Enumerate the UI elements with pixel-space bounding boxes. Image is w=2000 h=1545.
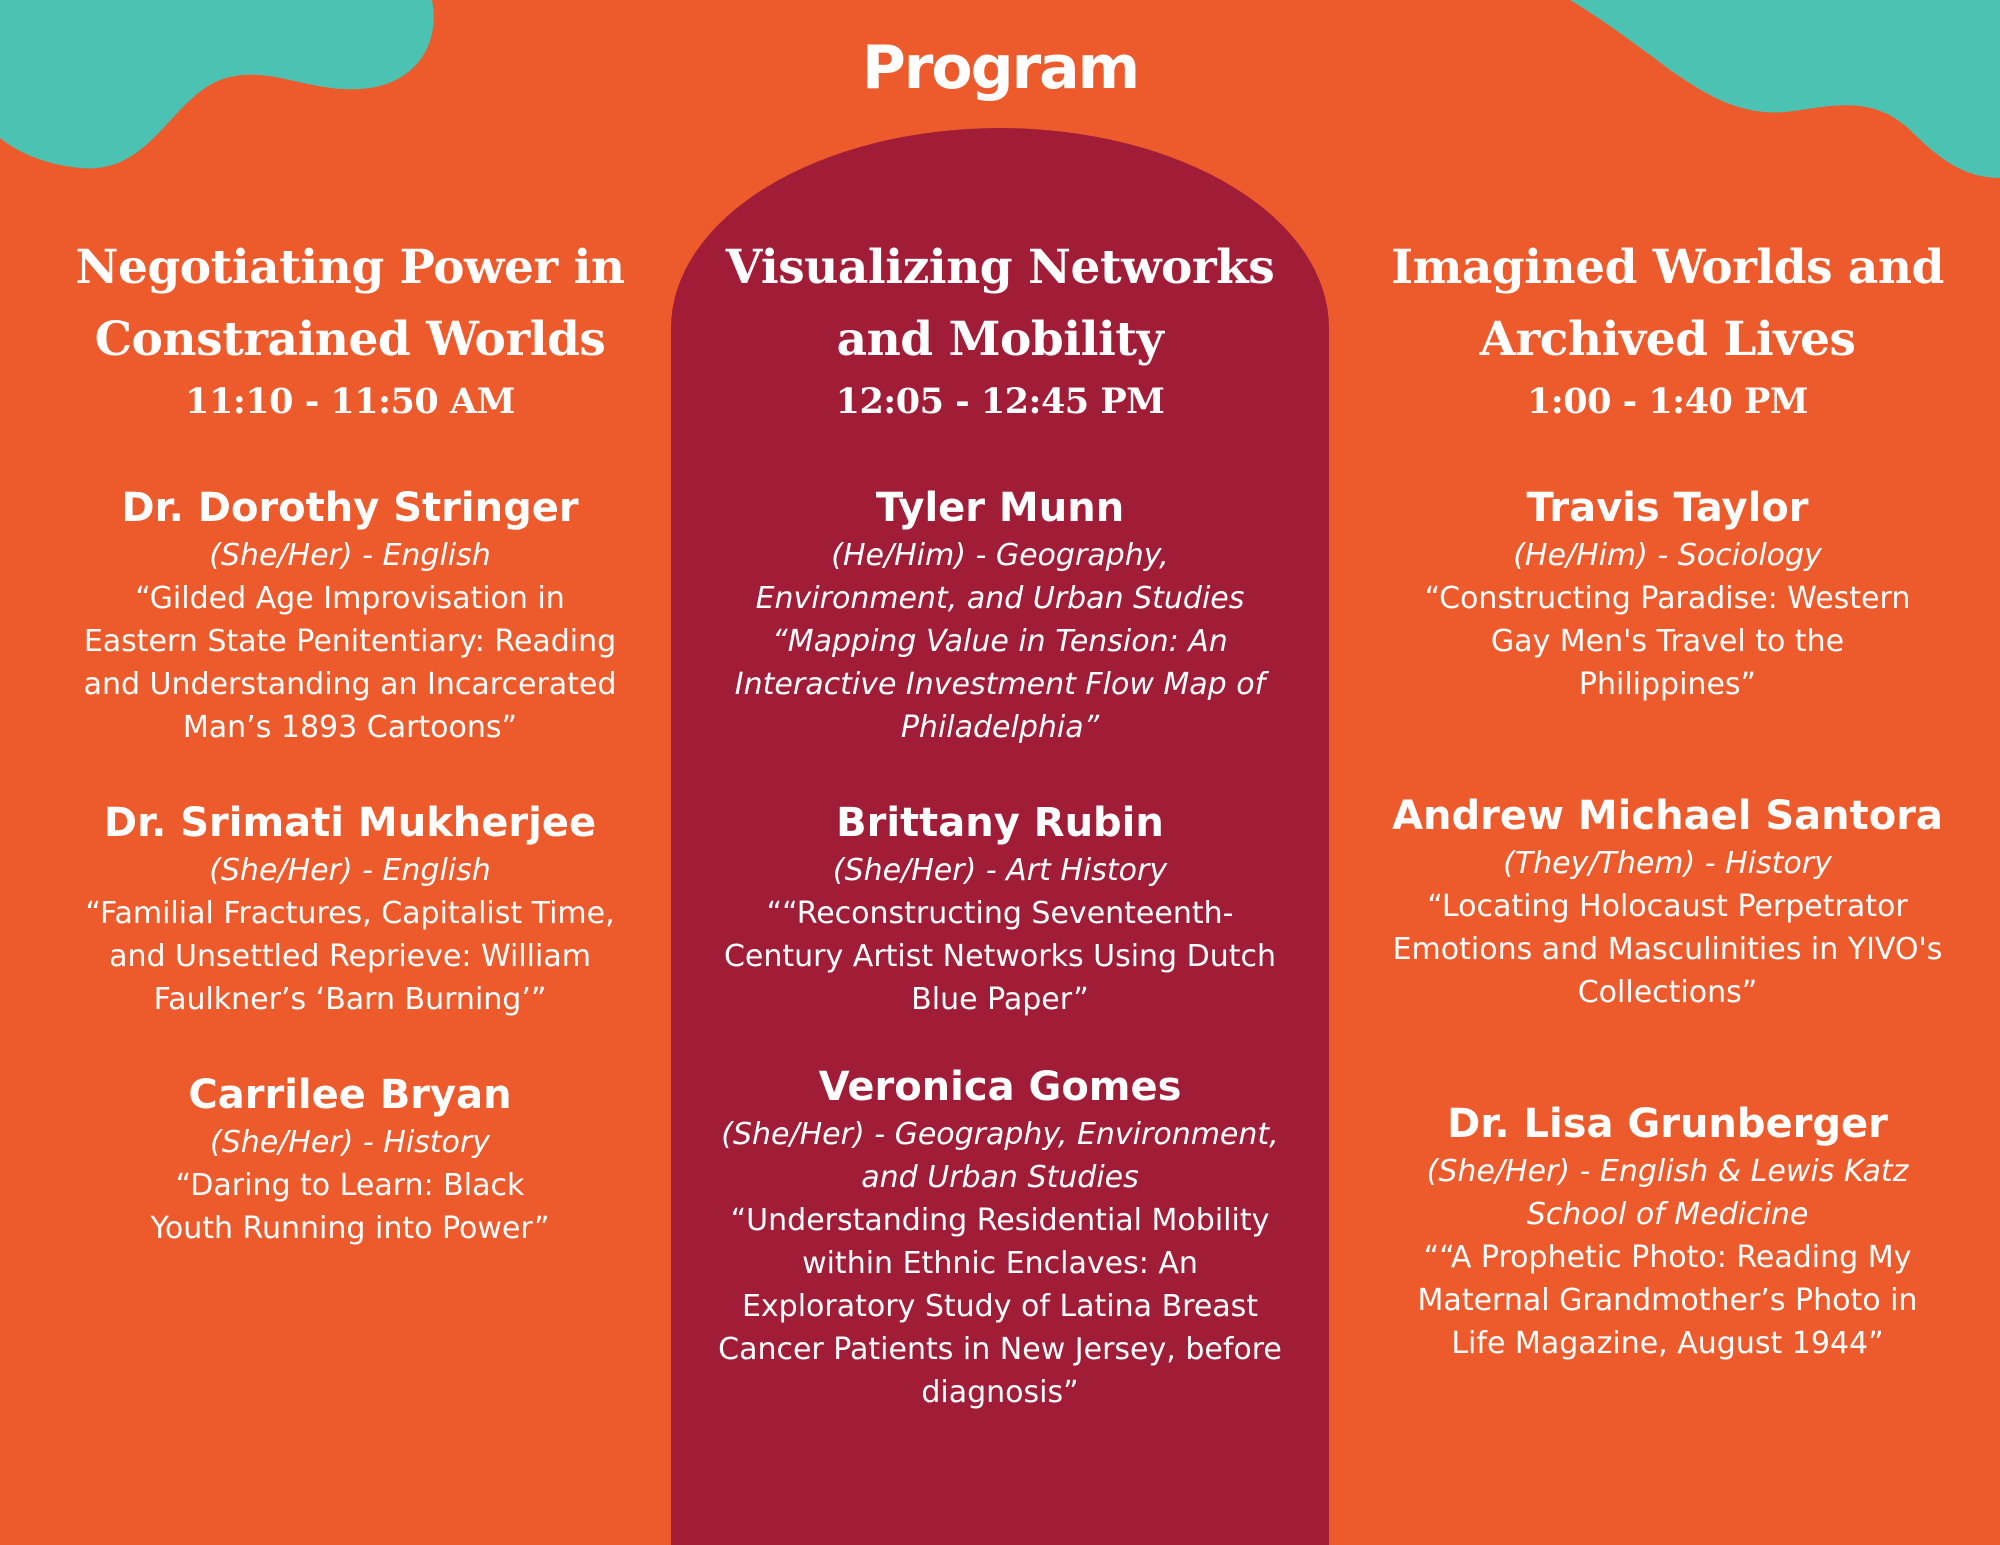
presenter-department: (She/Her) - History <box>209 1125 490 1160</box>
presenter-name: Travis Taylor <box>1526 485 1809 531</box>
presenter-name: Dr. Srimati Mukherjee <box>103 800 597 846</box>
talk-title-line: Exploratory Study of Latina Breast <box>741 1289 1259 1324</box>
presenter-block <box>1355 482 1980 706</box>
talk-title-line: “Constructing Paradise: Western <box>1424 581 1911 616</box>
talk-title-line: within Ethnic Enclaves: An <box>802 1246 1198 1281</box>
session-column-3 <box>1355 232 1980 1365</box>
presenter-block <box>685 482 1315 749</box>
presenter-name: Carrilee Bryan <box>188 1072 512 1118</box>
session-title-line: Archived Lives <box>1479 312 1856 367</box>
session-title <box>40 232 660 376</box>
session-time: 11:10 - 11:50 AM <box>185 381 515 422</box>
talk-title-line: “Daring to Learn: Black <box>175 1168 525 1203</box>
talk-title-line: Century Artist Networks Using Dutch <box>723 939 1277 974</box>
presenter-name: Brittany Rubin <box>836 800 1164 846</box>
presenter-department: (She/Her) - Art History <box>832 853 1168 888</box>
session-title-line: Negotiating Power in <box>75 240 625 295</box>
session-title <box>1355 232 1980 376</box>
talk-title-line: “Gilded Age Improvisation in <box>135 581 565 616</box>
presenter-name: Dr. Lisa Grunberger <box>1447 1101 1888 1147</box>
talk-title-line: Life Magazine, August 1944” <box>1451 1326 1884 1361</box>
talk-title-line: Maternal Grandmother’s Photo in <box>1417 1283 1918 1318</box>
talk-title-line: “Mapping Value in Tension: An <box>772 624 1228 659</box>
talk-title-line: Philippines” <box>1578 667 1757 702</box>
page-title: Program <box>861 33 1139 103</box>
presenter-department: School of Medicine <box>1526 1197 1809 1232</box>
presenter-block <box>685 1061 1315 1414</box>
presenter-name: Veronica Gomes <box>818 1064 1182 1110</box>
presenter-block <box>685 797 1315 1021</box>
presenter-department: (She/Her) - English & Lewis Katz <box>1426 1154 1909 1189</box>
talk-title-line: ““A Prophetic Photo: Reading My <box>1423 1240 1912 1275</box>
talk-title-line: diagnosis” <box>921 1375 1079 1410</box>
presenter-name: Dr. Dorothy Stringer <box>121 485 579 531</box>
talk-title-line: Collections” <box>1577 975 1758 1010</box>
session-time: 12:05 - 12:45 PM <box>835 381 1165 422</box>
presenter-department: and Urban Studies <box>861 1160 1139 1195</box>
talk-title-line: Interactive Investment Flow Map of <box>734 667 1266 702</box>
session-title-line: Visualizing Networks <box>725 240 1275 295</box>
presenter-name: Tyler Munn <box>875 485 1125 531</box>
talk-title-line: “Familial Fractures, Capitalist Time, <box>85 896 615 931</box>
talk-title-line: Faulkner’s ‘Barn Burning’” <box>153 982 547 1017</box>
talk-title-line: Blue Paper” <box>911 982 1089 1017</box>
presenter-department: (She/Her) - English <box>209 853 491 888</box>
presenter-name: Andrew Michael Santora <box>1392 793 1943 839</box>
talk-title-line: Eastern State Penitentiary: Reading <box>83 624 617 659</box>
presenter-department: Environment, and Urban Studies <box>755 581 1245 616</box>
presenter-department: (She/Her) - Geography, Environment, <box>721 1117 1279 1152</box>
talk-title-line: Emotions and Masculinities in YIVO's <box>1392 932 1943 967</box>
talk-title-line: Youth Running into Power” <box>150 1211 550 1246</box>
session-column-2 <box>685 232 1315 1414</box>
presenter-department: (They/Them) - History <box>1503 846 1832 881</box>
talk-title-line: Man’s 1893 Cartoons” <box>182 710 518 745</box>
talk-title-line: Cancer Patients in New Jersey, before <box>718 1332 1282 1367</box>
presenter-department: (He/Him) - Geography, <box>831 538 1169 573</box>
session-title-line: Imagined Worlds and <box>1391 240 1944 295</box>
talk-title-line: “Locating Holocaust Perpetrator <box>1427 889 1908 924</box>
talk-title-line: “Understanding Residential Mobility <box>730 1203 1270 1238</box>
presenter-block <box>40 797 660 1021</box>
presenter-department: (She/Her) - English <box>209 538 491 573</box>
talk-title-line: Gay Men's Travel to the <box>1490 624 1845 659</box>
presenter-block <box>1355 1098 1980 1365</box>
session-column-1 <box>40 232 660 1250</box>
presenter-block <box>40 482 660 749</box>
talk-title-line: ““Reconstructing Seventeenth- <box>766 896 1234 931</box>
presenter-block <box>40 1069 660 1250</box>
session-title-line: and Mobility <box>836 312 1164 367</box>
session-title-line: Constrained Worlds <box>94 312 606 367</box>
session-title <box>685 232 1315 376</box>
session-time: 1:00 - 1:40 PM <box>1526 381 1809 422</box>
presenter-department: (He/Him) - Sociology <box>1513 538 1822 573</box>
presenter-block <box>1355 790 1980 1014</box>
talk-title-line: and Unsettled Reprieve: William <box>109 939 591 974</box>
talk-title-line: Philadelphia” <box>900 710 1100 745</box>
talk-title-line: and Understanding an Incarcerated <box>83 667 617 702</box>
